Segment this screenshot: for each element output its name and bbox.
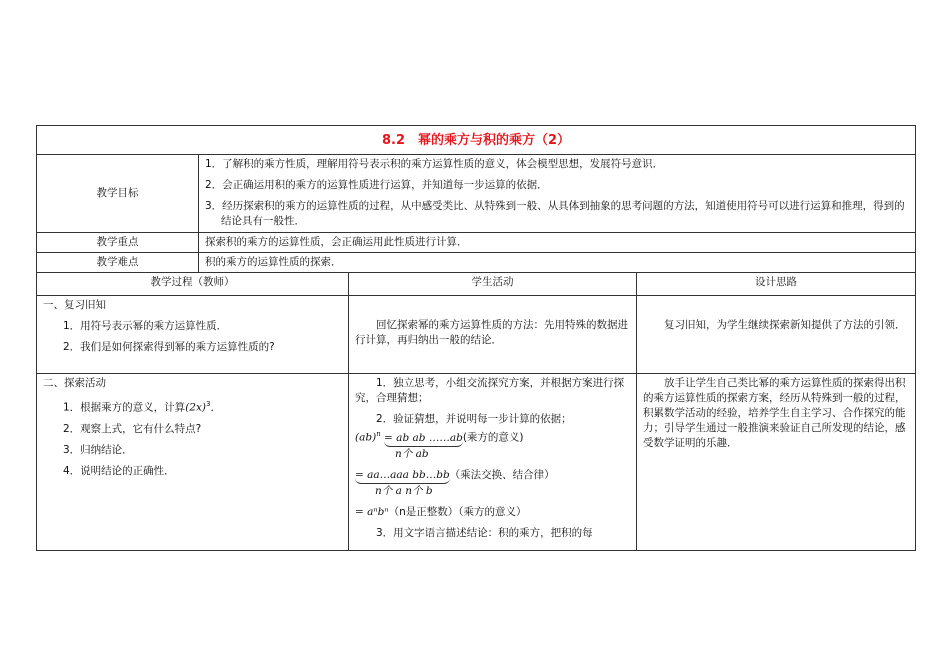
lesson-title: 8.2 幂的乘方与积的乘方（2） [37, 126, 916, 155]
difficulty-label: 教学难点 [37, 253, 199, 273]
explore-item: 2．观察上式，它有什么特点? [63, 422, 202, 435]
goal-item: 2．会正确运用积的乘方的运算性质进行运算，并知道每一步运算的依据． [205, 179, 548, 191]
review-item: 2．我们是如何探索得到幂的乘方运算性质的? [63, 341, 275, 353]
key-label: 教学重点 [37, 233, 199, 253]
review-teacher [37, 296, 349, 374]
header-student: 学生活动 [349, 273, 637, 296]
explore-item: 1．根据乘方的意义，计算$(2x)^3$． [63, 400, 221, 414]
review-item: 1．用符号表示幂的乘方运算性质． [63, 320, 228, 332]
review-student: 回忆探索幂的乘方运算性质的方法：先用特殊的数据进行计算，再归纳出一般的结论． [355, 319, 628, 346]
header-design: 设计思路 [637, 273, 916, 296]
lesson-plan-table [36, 125, 916, 551]
explore-item: 3．归纳结论． [63, 443, 133, 456]
key-text: 探索积的乘方的运算性质，会正确运用此性质进行计算． [199, 233, 916, 253]
explore-teacher [37, 374, 349, 551]
difficulty-text: 积的乘方的运算性质的探索． [199, 253, 916, 273]
goals-label: 教学目标 [37, 155, 199, 233]
review-design: 复习旧知，为学生继续探索新知提供了方法的引领． [664, 319, 906, 331]
goal-item: 1．了解积的乘方性质，理解用符号表示积的乘方运算性质的意义，体会模型思想，发展符号意识． [205, 158, 664, 170]
header-teacher: 教学过程（教师） [37, 273, 349, 296]
explore-item: 4．说明结论的正确性． [63, 464, 175, 477]
explore-design: 放手让学生自己类比幂的乘方运算性质的探索得出积的乘方运算性质的探索方案，经历从特殊到一般的过程，积累数学活动的经验，培养学生自主学习、合作探究的能力；引导学生通过一般推演来验证自己所发现的结论，感受数学证明的乐趣． [643, 377, 906, 449]
goal-item: 3．经历探索积的乘方的运算性质的过程，从中感受类比、从特殊到一般、从具体到抽象的思考问题的方法，知道使用符号可以进行运算和推理，得到的结论具有一般性． [205, 200, 905, 227]
goals-content [199, 155, 916, 233]
review-title: 一、复习旧知 [43, 299, 106, 311]
explore-student: 1．独立思考，小组交流探究方案，并根据方案进行探究，合理猜想； 2．验证猜想，并说明每一步计算的依据； (ab)$^n$ = ab ab ……ab(乘方的意义) n个 ab = aa…aaa bb…bb（乘法交换、结合律） n个 a n个 b = aⁿbⁿ（n是正整数）（乘方的意义） 3．用文字语言描述结论：积的乘方，把积的每 [349, 374, 637, 551]
explore-title: 二、探索活动 [43, 377, 106, 389]
